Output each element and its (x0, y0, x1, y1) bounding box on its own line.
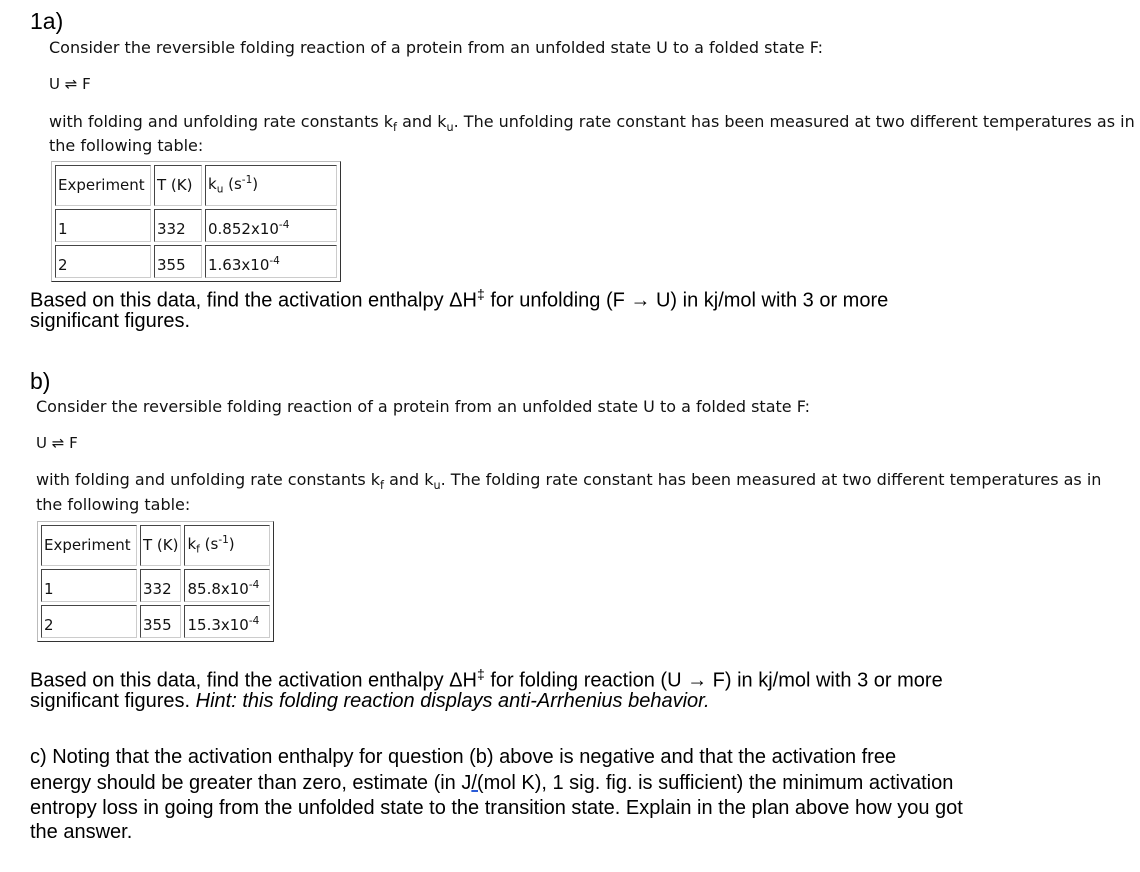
hint-text: Hint: this folding reaction displays anti-Arrhenius behavior. (195, 690, 710, 712)
text-span: for unfolding (F → U) in kj/mol with 3 or more (484, 289, 889, 312)
part-a-data-table (51, 161, 341, 282)
cell-experiment: 2 (41, 605, 137, 638)
text-span: 0.852x10 (208, 220, 279, 238)
table-header-row (41, 525, 270, 566)
part-b-heading: b) (30, 368, 51, 394)
text-span: 85.8x10 (187, 580, 249, 598)
text-span: for folding reaction (U → F) in kj/mol with 3 or more (484, 669, 943, 692)
header-temperature: T (K) (154, 165, 202, 206)
cell-rate (184, 569, 270, 602)
text-span: 1.63x10 (208, 256, 270, 274)
state-f: F (82, 75, 91, 93)
part-a-equation (49, 75, 91, 93)
text-span: energy should be greater than zero, estimate (in J (30, 772, 472, 794)
header-experiment: Experiment (55, 165, 151, 206)
equilibrium-arrow-icon: ⇌ (51, 434, 65, 452)
cell-experiment: 1 (41, 569, 137, 602)
text-span: (s (223, 175, 242, 194)
cell-temperature: 332 (154, 209, 202, 242)
part-c-line-4: the answer. (30, 821, 133, 843)
text-span: Based on this data, find the activation enthalpy ΔH (30, 289, 477, 312)
superscript: ‡ (476, 286, 485, 302)
part-a-intro: Consider the reversible folding reaction of a protein from an unfolded state U to a folded state F: (49, 38, 824, 57)
text-span: 15.3x10 (187, 616, 249, 634)
text-span: ) (252, 175, 259, 194)
table-row (41, 605, 270, 638)
subscript: u (433, 478, 441, 492)
subscript: f (380, 478, 384, 492)
text-span: and k (396, 112, 447, 131)
cell-experiment: 1 (55, 209, 151, 242)
text-span: (s (199, 535, 219, 554)
header-temperature: T (K) (140, 525, 181, 566)
header-rate-constant (205, 165, 337, 206)
text-span: and k (383, 470, 434, 489)
superscript: -1 (241, 174, 253, 187)
cell-experiment: 2 (55, 245, 151, 278)
part-b-question-line-2 (30, 690, 710, 713)
part-c-line-1: c) Noting that the activation enthalpy for question (b) above is negative and that the activation free (30, 746, 897, 768)
header-experiment: Experiment (41, 525, 137, 566)
state-f: F (69, 434, 78, 452)
header-rate-constant (184, 525, 270, 566)
subscript: f (196, 543, 200, 556)
superscript: -4 (269, 255, 280, 268)
table-header-row (55, 165, 337, 206)
table-row (55, 209, 337, 242)
state-u: U (36, 434, 47, 452)
superscript: ‡ (476, 666, 485, 682)
text-span: significant figures. (30, 690, 196, 712)
text-span: with folding and unfolding rate constants k (49, 112, 394, 131)
text-span: . The unfolding rate constant has been measured at two different temperatures as in (453, 112, 1135, 131)
part-b-intro: Consider the reversible folding reaction of a protein from an unfolded state U to a folded state F: (36, 397, 811, 416)
part-a-rate-line-1 (49, 112, 1135, 134)
subscript: u (216, 183, 224, 196)
subscript: u (446, 120, 454, 134)
cell-rate (205, 209, 337, 242)
text-span: Based on this data, find the activation enthalpy ΔH (30, 669, 477, 692)
part-c-line-3: entropy loss in going from the unfolded state to the transition state. Explain in the plan above how you got (30, 797, 963, 819)
equilibrium-arrow-icon: ⇌ (64, 75, 78, 93)
text-span: with folding and unfolding rate constants k (36, 470, 381, 489)
superscript: -4 (248, 615, 260, 628)
spell-check-mark: /( (471, 772, 484, 794)
superscript: -4 (248, 579, 260, 592)
part-b-data-table (37, 521, 274, 642)
text-span: mol K), 1 sig. fig. is sufficient) the minimum activation (483, 772, 954, 794)
table-row (55, 245, 337, 278)
part-b-equation (36, 434, 78, 452)
part-a-rate-line-2: the following table: (49, 136, 204, 155)
subscript: f (393, 120, 397, 134)
cell-temperature: 355 (140, 605, 181, 638)
part-b-rate-line-1 (36, 470, 1101, 492)
part-a-question-line-1 (30, 286, 888, 313)
state-u: U (49, 75, 60, 93)
text-span: ) (228, 535, 235, 554)
part-a-heading: 1a) (30, 8, 64, 34)
part-a-question-line-2: significant figures. (30, 310, 191, 332)
table-row (41, 569, 270, 602)
cell-temperature: 332 (140, 569, 181, 602)
superscript: -4 (278, 219, 290, 232)
text-span: . The folding rate constant has been measured at two different temperatures as in (440, 470, 1102, 489)
part-b-question-line-1 (30, 666, 943, 693)
cell-temperature: 355 (154, 245, 202, 278)
cell-rate (205, 245, 337, 278)
cell-rate (184, 605, 270, 638)
text-span: k (187, 535, 197, 554)
superscript: -1 (218, 534, 229, 547)
text-span: k (208, 175, 217, 194)
part-b-rate-line-2: the following table: (36, 495, 191, 514)
part-c-line-2 (30, 772, 953, 795)
